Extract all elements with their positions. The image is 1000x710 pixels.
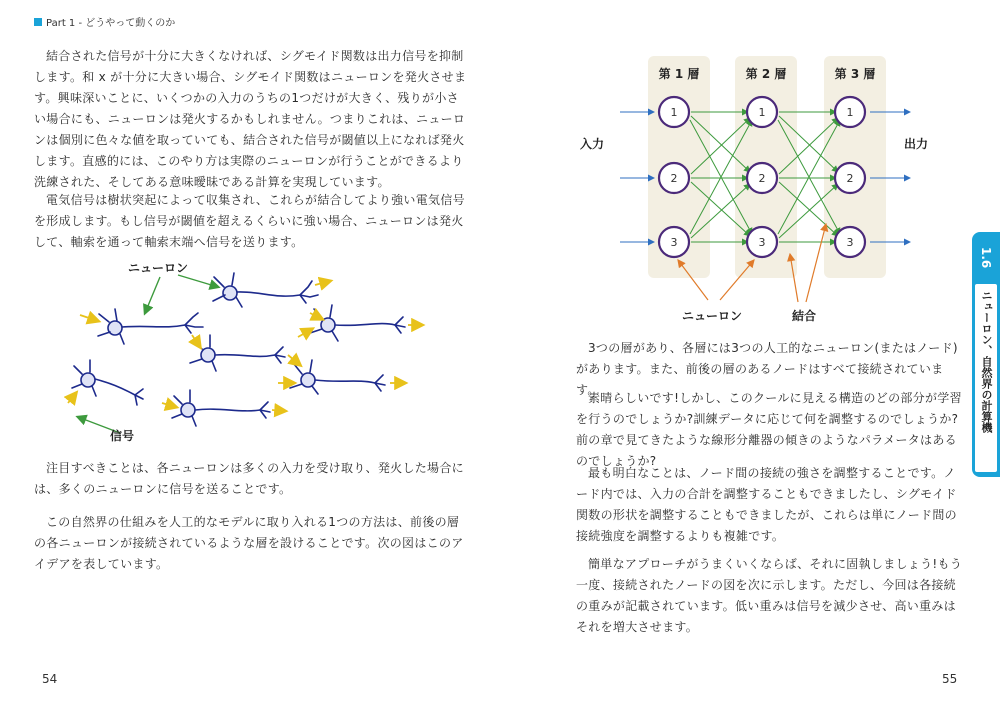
node-label: 2: [758, 172, 766, 185]
node-label: 1: [758, 106, 766, 119]
layer-3-title: 第 3 層: [834, 67, 876, 81]
left-paragraph-3: 注目すべきことは、各ニューロンは多くの入力を受け取り、発火した場合には、多くのニューロンに信号を送ることです。: [34, 461, 464, 496]
input-label: 入力: [580, 137, 605, 151]
right-page: [500, 0, 1000, 710]
chapter-number: 1.6: [979, 247, 993, 269]
neuron-cell-a: [213, 273, 318, 307]
chapter-side-tab: [972, 232, 1000, 477]
neuron-cell-g: [172, 390, 270, 426]
page-number-left: 54: [42, 672, 58, 686]
node-label: 1: [846, 106, 854, 119]
left-paragraph-2: 電気信号は樹状突起によって収集され、これらが結合してより強い電気信号を形成します。もし信号が閾値を超えるくらいに強い場合、ニューロンは発火して、軸索を通って軸索末端へ信号を送ります。: [34, 193, 465, 249]
layer-1-title: 第 1 層: [658, 67, 700, 81]
neuron-illustration: [60, 255, 460, 450]
neuron-cell-d: [190, 335, 285, 371]
neuron-cell-c: [310, 305, 405, 341]
right-paragraph-2: 素晴らしいです!しかし、このクールに見える構造のどの部分が学習を行うのでしょうか?訓練データに応じて何を調整するのでしょうか?前の章で見てきたような線形分離器の傾きのようなパラメータはあるのでしょうか?: [576, 391, 962, 468]
signal-label: 信号: [110, 429, 135, 443]
page-number-right: 55: [942, 672, 958, 686]
left-paragraph-4: この自然界の仕組みを人工的なモデルに取り入れる1つの方法は、前後の層の各ニューロンが接続されているような層を設けることです。次の図はこのアイデアを表しています。: [34, 515, 464, 571]
neuron-cell-f: [290, 360, 385, 394]
node-label: 3: [670, 236, 678, 249]
right-paragraph-1: 3つの層があり、各層には3つの人工的なニューロン(またはノード)があります。また、前後の層のあるノードはすべて接続されています。: [576, 341, 958, 397]
neuron-label: ニューロン: [128, 261, 189, 275]
header-text: Part 1 - どうやって動くのか: [46, 18, 176, 29]
right-paragraph-4: 簡単なアプローチがうまくいくならば、それに固執しましょう!もう一度、接続されたノードの図を次に示します。ただし、今回は各接続の重みが記載されています。低い重みは信号を減少させ、高い重みはそれを増大させます。: [576, 557, 963, 634]
connection-pointer-label: 結合: [791, 309, 817, 323]
header-square-icon: [34, 18, 42, 26]
node-label: 1: [670, 106, 678, 119]
right-paragraph-3: 最も明白なことは、ノード間の接続の強さを調整することです。ノード内では、入力の合計を調整することもできましたし、シグモイド関数の形状を調整することもできましたが、これらは単にノード間の接続強度を調整するよりも複雑です。: [576, 466, 957, 543]
neuron-cell-e: [72, 360, 143, 405]
neuron-cell-b: [98, 309, 203, 344]
left-paragraph-1: 結合された信号が十分に大きくなければ、シグモイド関数は出力信号を抑制します。和 x が十分に大きい場合、シグモイド関数はニューロンを発火させます。興味深いことに、いくつかの入力のうちの1つだけが大きく、残りが小さい場合にも、ニューロンは発火するかもしれません。つまりこれは、ニューロンは個別に色々な値を取っていても、結合された信号が閾値以上になれば発火します。直感的には、このやり方は実際のニューロンが行うことができるより洗練された、そしてある意味曖昧である計算を実現しています。: [34, 49, 467, 189]
chapter-title: ニューロン、自然界の計算機: [975, 284, 997, 472]
running-header: [34, 14, 175, 29]
neuron-pointer-label: ニューロン: [681, 309, 743, 323]
network-diagram: [580, 48, 940, 330]
node-label: 3: [758, 236, 766, 249]
output-label: 出力: [903, 137, 929, 151]
node-label: 2: [670, 172, 678, 185]
node-label: 3: [846, 236, 854, 249]
node-label: 2: [846, 172, 854, 185]
layer-2-title: 第 2 層: [745, 67, 787, 81]
